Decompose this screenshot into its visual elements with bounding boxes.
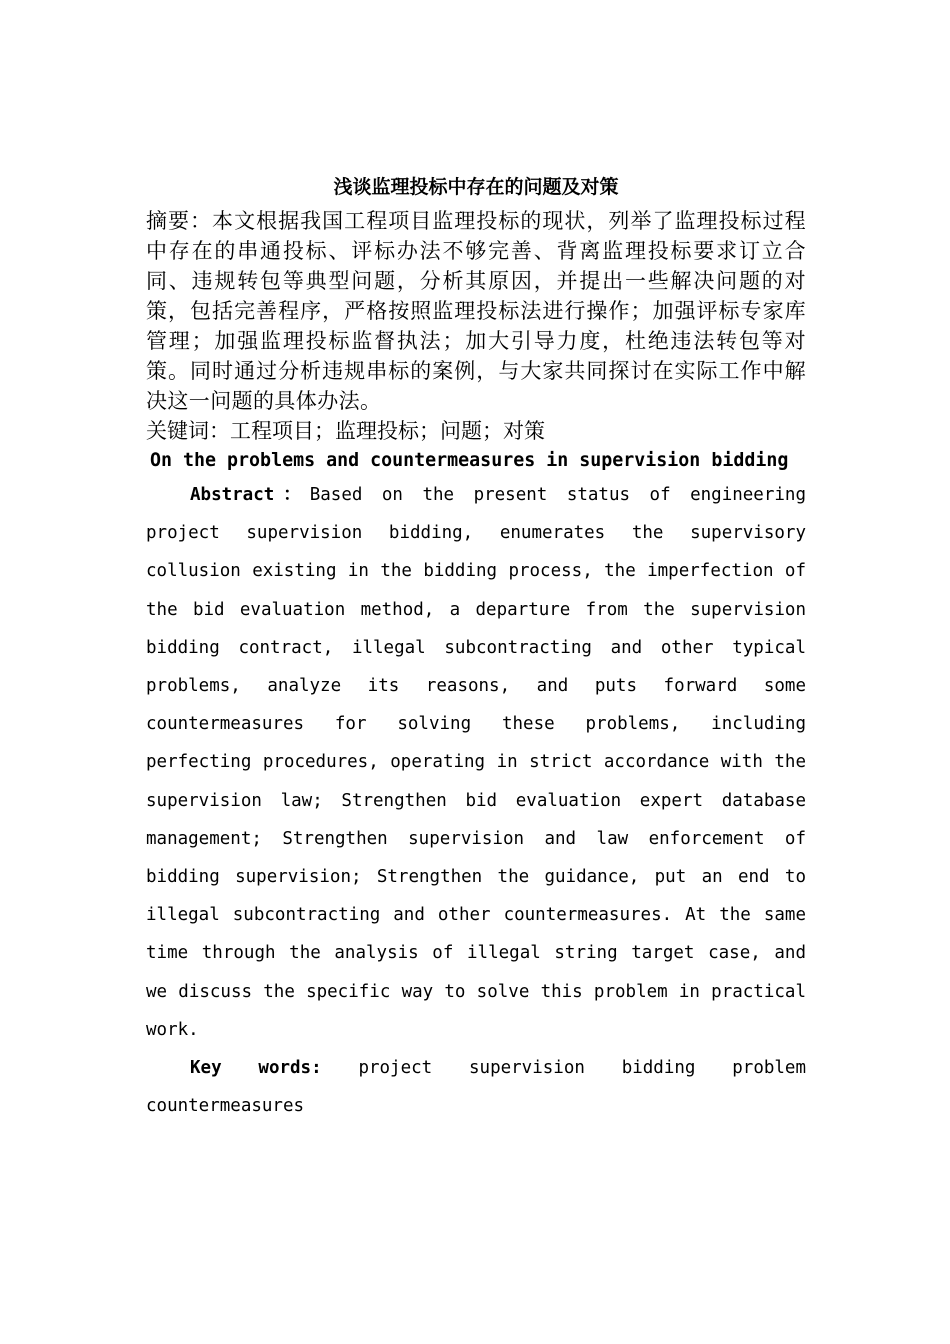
chinese-abstract: 摘要：本文根据我国工程项目监理投标的现状，列举了监理投标过程中存在的串通投标、评标办法不够完善、背离监理投标要求订立合同、违规转包等典型问题，分析其原因，并提出一些解决问题的对策，包括完善程序，严格按照监理投标法进行操作；加强评标专家库管理；加强监理投标监督执法；加大引导力度，杜绝违法转包等对策。同时通过分析违规串标的案例，与大家共同探讨在实际工作中解决这一问题的具体办法。 (146, 209, 806, 413)
english-abstract-text: Based on the present status of engineering project supervision bidding, enumerates the supervisory collusion existing in the bidding process, the imperfection of the bid evaluation method, a departure from the supervision bidding contract, illegal subcontracting and other typical problems, analyze its reasons, and puts forward some countermeasures for solving these problems, including perfecting procedures, operating in strict accordance with the supervision law; Strengthen bid evaluation expert database management; Strengthen supervision and law enforcement of bidding supervision; Strengthen the guidance, put an end to illegal subcontracting and other countermeasures. At the same time through the analysis of illegal string target case, and we discuss the specific way to solve this problem in practical work. (146, 485, 806, 1040)
english-abstract (146, 476, 806, 1049)
english-title: On the problems and countermeasures in supervision bidding (150, 450, 789, 471)
document-page (146, 168, 806, 1125)
abstract-label: Abstract： (190, 485, 310, 505)
english-keywords (146, 1049, 806, 1125)
english-keywords-text: project supervision bidding problem countermeasures (146, 1058, 807, 1117)
keywords-label: Key words: (190, 1058, 322, 1079)
chinese-keywords: 关键词：工程项目；监理投标；问题；对策 (146, 419, 545, 443)
chinese-title: 浅谈监理投标中存在的问题及对策 (333, 176, 619, 198)
